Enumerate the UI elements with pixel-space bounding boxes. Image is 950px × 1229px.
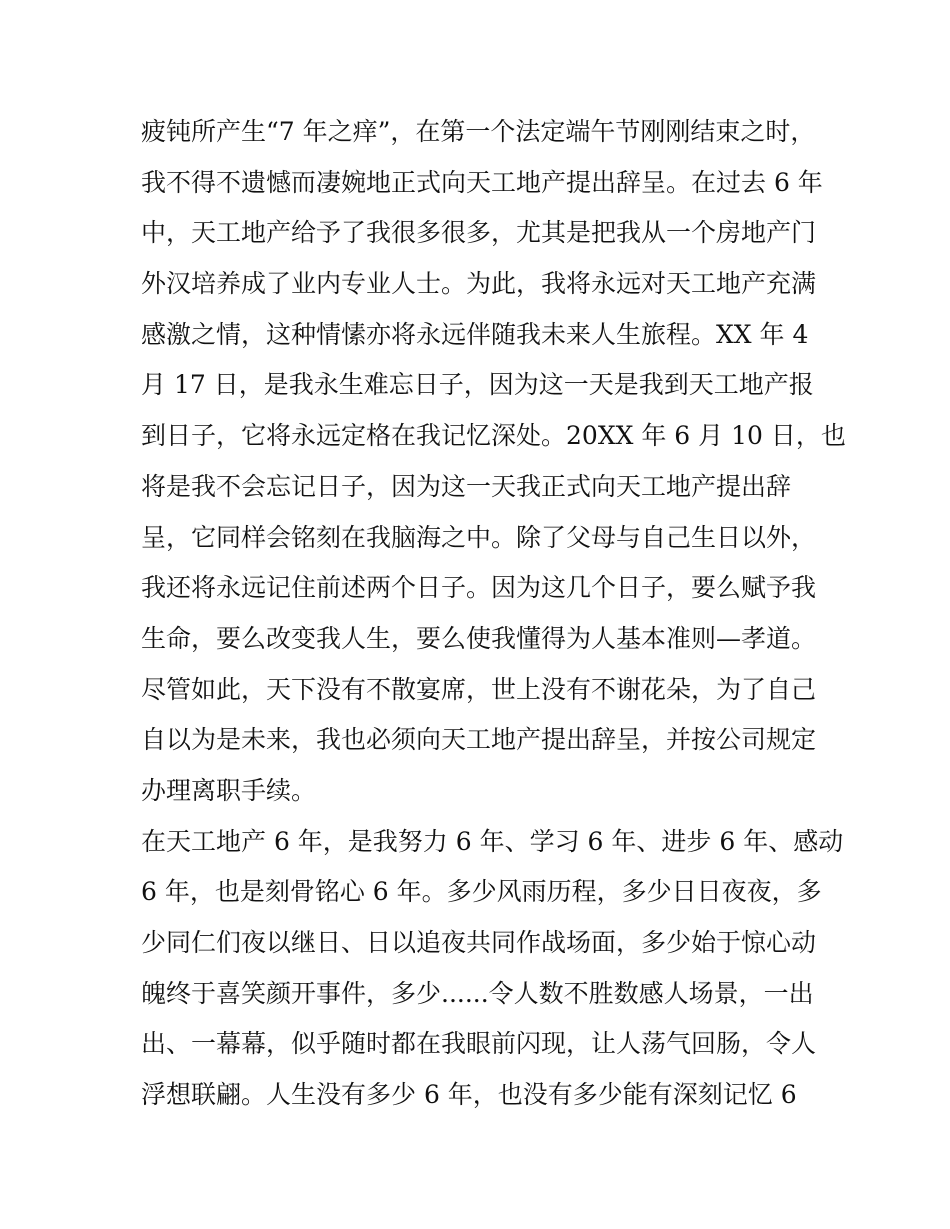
text-line: 将是我不会忘记日子，因为这一天我正式向天工地产提出辞 [141, 471, 792, 501]
body-text [141, 107, 846, 1121]
text-line: 办理离职手续。 [141, 775, 317, 805]
text-line: 我不得不遗憾而凄婉地正式向天工地产提出辞呈。在过去 6 年 [141, 167, 823, 197]
text-line: 6 年，也是刻骨铭心 6 年。多少风雨历程，多少日日夜夜，多 [141, 877, 822, 907]
text-line: 出、一幕幕，似乎随时都在我眼前闪现，让人荡气回肠，令人 [141, 1029, 817, 1059]
text-line: 呈，它同样会铭刻在我脑海之中。除了父母与自己生日以外， [141, 522, 817, 552]
text-line: 我还将永远记住前述两个日子。因为这几个日子，要么赋予我 [141, 573, 817, 603]
text-line: 尽管如此，天下没有不散宴席，世上没有不谢花朵，为了自己 [141, 674, 817, 704]
text-line: 月 17 日，是我永生难忘日子，因为这一天是我到天工地产报 [141, 370, 814, 400]
text-line: 到日子，它将永远定格在我记忆深处。20XX 年 6 月 10 日，也 [141, 421, 846, 451]
text-line: 自以为是未来，我也必须向天工地产提出辞呈，并按公司规定 [141, 725, 817, 755]
text-line: 少同仁们夜以继日、日以追夜共同作战场面，多少始于惊心动 [141, 928, 817, 957]
text-line: 魄终于喜笑颜开事件，多少......令人数不胜数感人场景，一出 [141, 978, 814, 1008]
text-line: 浮想联翩。人生没有多少 6 年，也没有多少能有深刻记忆 6 [141, 1080, 797, 1110]
text-line: 外汉培养成了业内专业人士。为此，我将永远对天工地产充满 [141, 269, 817, 299]
text-line: 感激之情，这种情愫亦将永远伴随我未来人生旅程。XX 年 4 [141, 319, 809, 349]
text-line: 在天工地产 6 年，是我努力 6 年、学习 6 年、进步 6 年、感动 [141, 826, 844, 856]
text-line: 生命，要么改变我人生，要么使我懂得为人基本准则—孝道。 [141, 623, 817, 653]
text-line: 中，天工地产给予了我很多很多，尤其是把我从一个房地产门 [141, 218, 817, 248]
text-line: 疲钝所产生“7 年之痒”，在第一个法定端午节刚刚结束之时， [141, 117, 816, 146]
